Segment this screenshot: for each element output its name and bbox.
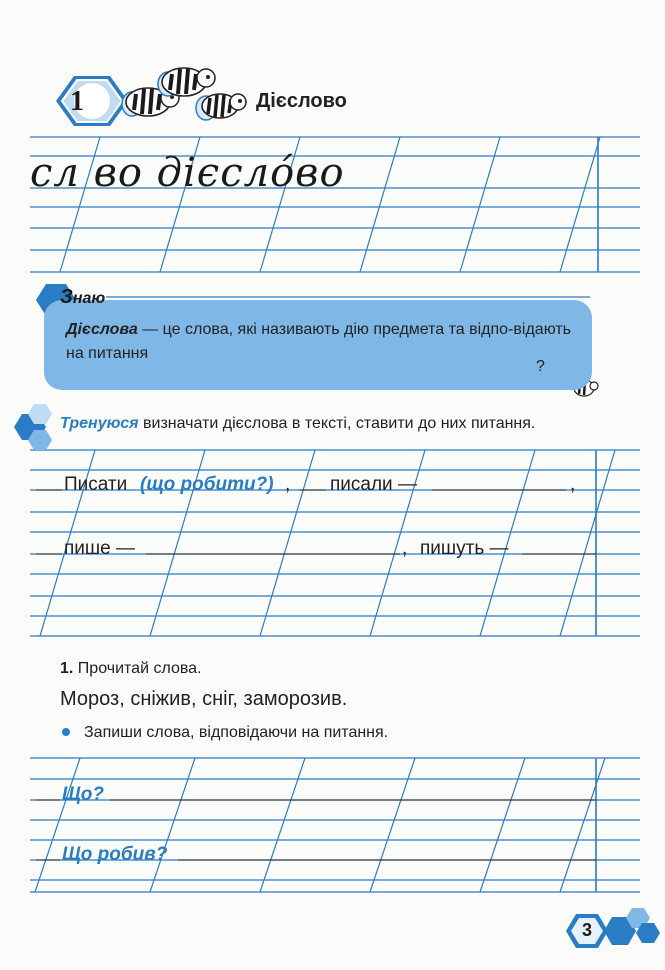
practice-row1-word2: писали — xyxy=(330,474,417,495)
know-label xyxy=(60,286,105,309)
task1-number: 1. xyxy=(60,660,74,677)
practice-row1-end-comma: , xyxy=(570,474,576,495)
know-end-mark: ? xyxy=(536,358,545,375)
task1-instruction: Прочитай слова. xyxy=(77,660,202,677)
task1-rules xyxy=(30,758,640,892)
practice-text: визначати дієслова в тексті, ставити до них питання. xyxy=(143,415,536,432)
practice-label: Тренуюся xyxy=(60,415,139,432)
practice-row2-comma: , xyxy=(402,538,408,559)
know-term: Дієслова xyxy=(66,321,138,338)
know-text: — це слова, які називають дію предмета та відпо-відають на питання xyxy=(66,321,572,362)
task1-sub-instruction: Запиши слова, відповідаючи на питання. xyxy=(84,724,389,741)
lesson-title: Дієслово xyxy=(256,90,347,112)
bee-icon xyxy=(158,68,215,96)
practice-hexagon-icon xyxy=(14,404,52,450)
practice-row2-word1: пише — xyxy=(64,538,135,559)
practice-row2-word2: пишуть — xyxy=(420,538,509,559)
practice-row1-question: (що робити?) xyxy=(140,474,274,495)
practice-row1-word1: Писати xyxy=(64,474,128,495)
bee-icon xyxy=(196,94,246,120)
task1-heading xyxy=(60,660,202,678)
bullet-icon xyxy=(62,728,70,736)
task1-words: Мороз, сніжив, сніг, заморозив. xyxy=(60,688,348,710)
lesson-number: 1 xyxy=(70,86,84,117)
practice-row1-comma: , xyxy=(285,474,291,495)
know-label-cap: З xyxy=(60,286,73,308)
practice-heading xyxy=(60,415,535,433)
handwriting-sample: сл во дієслóво xyxy=(30,150,345,196)
know-label-rest: наю xyxy=(72,290,106,307)
know-definition xyxy=(66,318,576,366)
task1-question-what-did: Що робив? xyxy=(62,844,168,865)
page-number: 3 xyxy=(581,920,592,940)
task1-question-what: Що? xyxy=(62,784,104,805)
